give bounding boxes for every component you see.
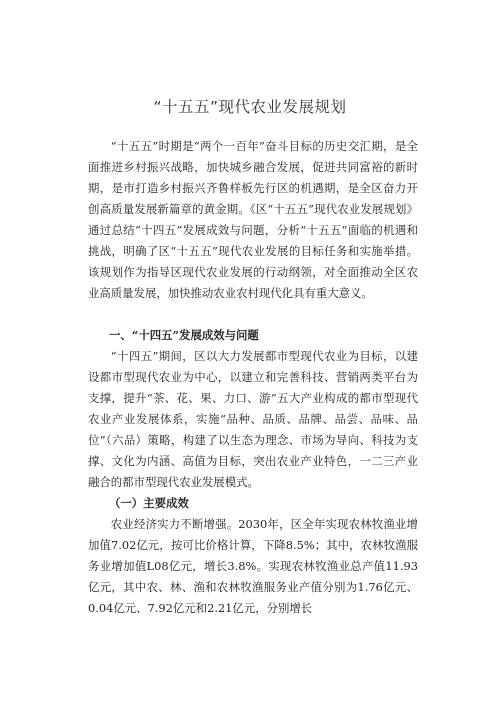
section-heading-1: 一、“十四五”发展成效与问题 [109, 328, 259, 342]
section1-paragraph: “十四五”期间，区以大力发展都市型现代农业为目标，以建设都市型现代农业为中心，以建立和完善科技、营销两类平台为支撑，提升“茶、花、果、力口、游”五大产业构成的都市型现代农业产业发展体系，实施“品种、品质、品牌、品尝、品味、品位”（六品）策略，构建了以生态为理念、市场为导向、科技为支撑、文化为内涵、高值为目标，突出农业产业特色，一二三产业融合的都市型现代农业发展模式。 [88, 349, 418, 489]
subsection1-paragraph: 农业经济实力不断增强。2030年，区全年实现农林牧渔业增加值7.02亿元，按可比价格计算，下降8.5%；其中，农林牧渔服务业增加值L08亿元，增长3.8%。实现农林牧渔业总产值11.93亿元，其中农、林、渔和农林牧渔服务业产值分别为1.76亿元、0.04亿元、7.92亿元和2.21亿元，分别增长 [88, 517, 418, 615]
intro-paragraph: “十五五”时期是“两个一百年”奋斗目标的历史交汇期，是全面推进乡村振兴战略，加快城乡融合发展，促进共同富裕的新时期，是市打造乡村振兴齐鲁样板先行区的机遇期，是全区奋力开创高质量发展新篇章的黄金期。《区“十五五”现代农业发展规划》通过总结“十四五”发展成效与问题，分析“十五五”面临的机遇和挑战，明确了区“十五五”现代农业发展的目标任务和实施举措。该规划作为指导区现代农业发展的行动纲领，对全面推动全区农业高质量发展，加快推动农业农村现代化具有重大意义。 [88, 139, 418, 300]
document-title: “十五五”现代农业发展规划 [153, 98, 347, 116]
subsection-heading-1: （一）主要成效 [109, 496, 189, 510]
